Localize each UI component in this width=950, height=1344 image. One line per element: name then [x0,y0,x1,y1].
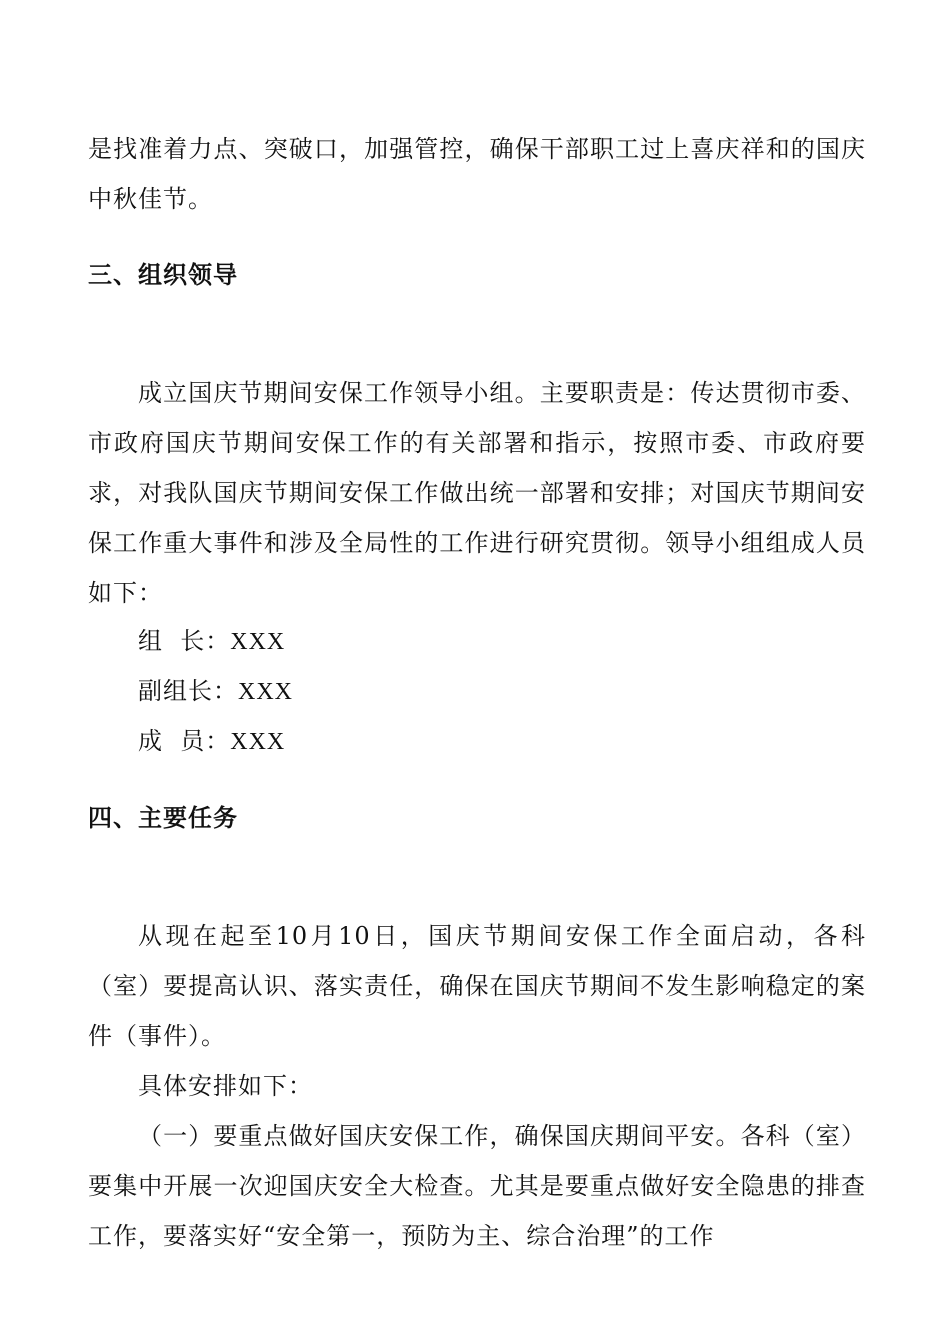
member-label-deputy: 副组长： [138,677,238,705]
paragraph-intro: 是找准着力点、突破口，加强管控，确保干部职工过上喜庆祥和的国庆中秋佳节。 [88,135,866,213]
section-heading-organization: 三、组织领导 [88,261,238,289]
member-value-leader: XXX [230,629,286,655]
member-row-deputy [138,666,293,717]
member-value-member: XXX [230,729,286,755]
paragraph-organization: 成立国庆节期间安保工作领导小组。主要职责是：传达贯彻市委、市政府国庆节期间安保工作的有关部署和指示，按照市委、市政府要求，对我队国庆节期间安保工作做出统一部署和安排；对国庆节期间安保工作重大事件和涉及全局性的工作进行研究贯彻。领导小组组成人员如下： [88,379,866,607]
member-label-leader: 组 长： [138,627,231,655]
member-label-member: 成 员： [138,727,231,755]
paragraph-tasks: 从现在起至10月10日，国庆节期间安保工作全面启动，各科（室）要提高认识、落实责任，确保在国庆节期间不发生影响稳定的案件（事件）。 [88,922,866,1050]
member-row-leader [138,616,285,667]
paragraph-item-one: （一）要重点做好国庆安保工作，确保国庆期间平安。各科（室）要集中开展一次迎国庆安全大检查。尤其是要重点做好安全隐患的排查工作，要落实好“安全第一，预防为主、综合治理”的工作 [88,1122,866,1250]
section-heading-tasks: 四、主要任务 [88,804,238,832]
paragraph-arrangement: 具体安排如下： [138,1072,313,1100]
member-value-deputy: XXX [238,679,293,705]
member-row-member [138,716,285,767]
